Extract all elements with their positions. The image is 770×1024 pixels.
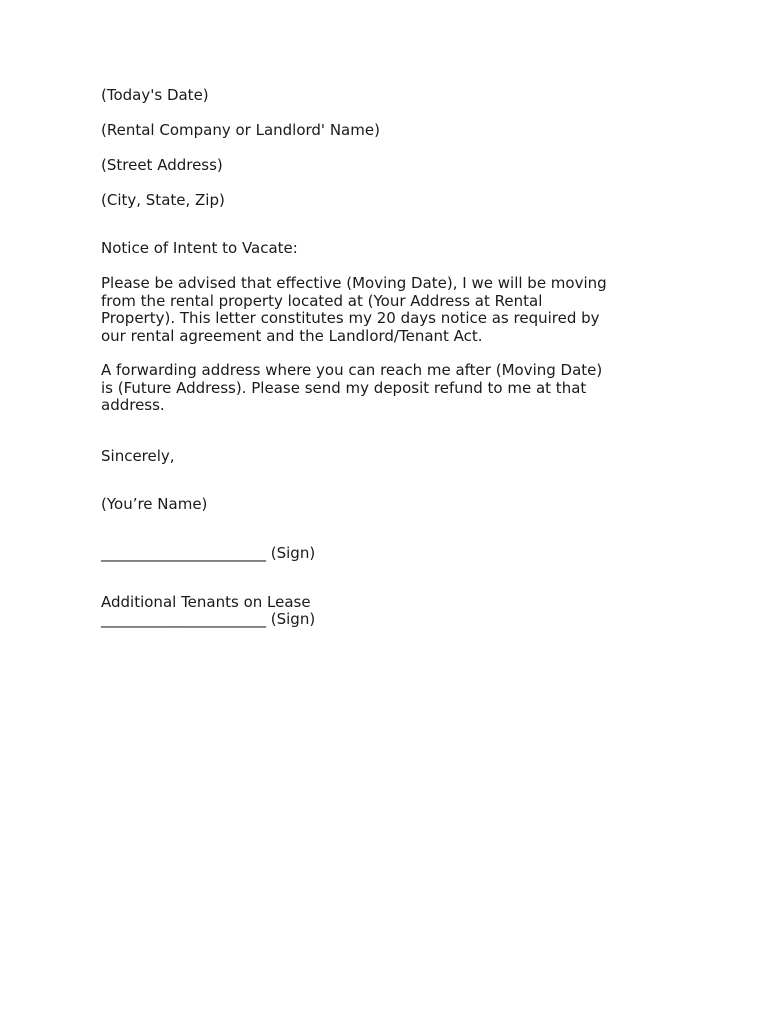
signature-line: ______________________ (Sign) [101, 544, 316, 562]
paragraph-line: A forwarding address where you can reach me after (Moving Date) [101, 361, 603, 379]
signer-name: (You’re Name) [101, 495, 208, 513]
paragraph-line: address. [101, 396, 165, 414]
letter-subject: Notice of Intent to Vacate: [101, 239, 298, 257]
additional-tenants-label: Additional Tenants on Lease [101, 593, 311, 611]
street-address: (Street Address) [101, 156, 223, 174]
city-state-zip: (City, State, Zip) [101, 191, 225, 209]
paragraph-line: Please be advised that effective (Moving Date), I we will be moving [101, 274, 607, 292]
recipient-name: (Rental Company or Landlord' Name) [101, 121, 380, 139]
paragraph-line: from the rental property located at (Your Address at Rental [101, 291, 543, 310]
paragraph-line: Property). This letter constitutes my 20 days notice as required by [101, 309, 600, 327]
body-paragraph-2 [101, 362, 602, 415]
letter-date: (Today's Date) [101, 86, 209, 104]
paragraph-line: is (Future Address). Please send my deposit refund to me at that [101, 378, 587, 397]
paragraph-line: our rental agreement and the Landlord/Tenant Act. [101, 326, 483, 345]
body-paragraph-1 [101, 275, 607, 345]
closing: Sincerely, [101, 447, 175, 465]
additional-signature-line: ______________________ (Sign) [101, 610, 316, 628]
